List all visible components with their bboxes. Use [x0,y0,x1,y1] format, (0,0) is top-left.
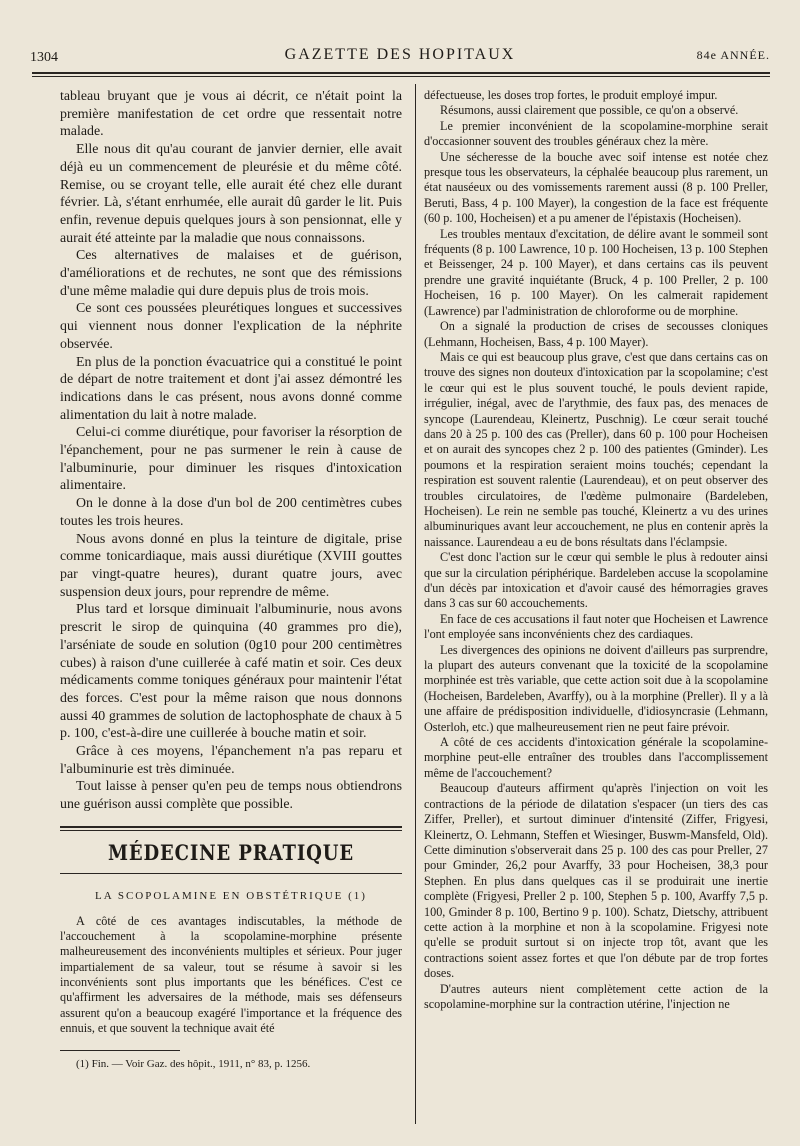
paragraph: C'est donc l'action sur le cœur qui semble le plus à redouter ainsi que sur la circulation périphérique. Bardeleben accuse la scopolamine d'un décès par intoxication et d'avoir causé des hémorragies graves dans 3 cas sur 60 accouchements. [424,550,768,611]
paragraph: On le donne à la dose d'un bol de 200 centimètres cubes toutes les trois heures. [60,496,402,529]
section-rule [60,826,402,828]
column-divider [415,84,416,1124]
page-header [30,46,770,68]
footnote: (1) Fin. — Voir Gaz. des hôpit., 1911, n° 83, p. 1256. [76,1058,311,1071]
section-title: MÉDECINE PRATIQUE [108,839,354,865]
paragraph: Tout laisse à penser qu'en peu de temps nous obtiendrons une guérison aussi complète que possible. [60,779,402,813]
journal-year: 84e ANNÉE. [696,48,770,62]
paragraph: A côté de ces accidents d'intoxication générale la scopolamine-morphine peut-elle entraîner des troubles dans l'accomplissement même de l'accouchement? [424,735,768,780]
article-paragraph: A côté de ces avantages indiscutables, la méthode de l'accouchement à la scopolamine-morphine présente malheureusement des inconvénients multiples et sérieux. Pour juger impartialement de sa valeur, tout se résume à savoir si les inconvénients sont plus importants que les bénéfices. C'est ce qu'affirment les adversaires de la méthode, mais ses défenseurs assurent qu'on a beaucoup exagéré l'importance et la fréquence des ennuis, et que souvent la technique avait été [60,913,402,1035]
paragraph: Grâce à ces moyens, l'épanchement n'a pas reparu et l'albuminurie est très diminuée. [60,744,402,777]
left-column [60,88,402,1071]
paragraph: En face de ces accusations il faut noter que Hocheisen et Lawrence l'ont employée sans inconvénients chez des cardiaques. [424,611,768,642]
paragraph: Plus tard et lorsque diminuait l'albuminurie, nous avons prescrit le sirop de quinquina (40 grammes pro die), l'arséniate de soude en solution (0g10 pour 200 centimètres cubes) à raison d'une cuillerée à café matin et soir. Ces deux médicaments comme toniques généraux pour maintenir l'état des forces. C'est pour la même raison que nous donnons aussi 40 grammes de solution de lactophosphate de chaux à 5 p. 100, c'est-à-dire une cuillerée à bouche matin et soir. [60,602,402,742]
section-rule [60,873,402,874]
page-number: 1304 [30,50,58,65]
paragraph: Une sécheresse de la bouche avec soif intense est notée chez presque tous les observateurs, la céphalée beaucoup plus rarement, un état nauséeux ou des vomissements rarement aussi (8 p. 100 Preller, Beruti, Bass, 4 p. 100 Mayer), la congestion de la face est fréquente (60 p. 100, Hocheisen) et a pu amener de l'épistaxis (Hocheisen). [424,149,768,226]
paragraph: Mais ce qui est beaucoup plus grave, c'est que dans certains cas on trouve des signes non douteux d'intoxication par la scopolamine; c'est le cœur qui est le plus souvent touché, le pouls devient rapide, irrégulier, inégal, avec de l'arythmie, des faux pas, des menaces de syncope (Laurendeau, Kleinertz, Puschnig). Le cœur serait touché dans 20 à 25 p. 100 des cas (Preller), dans 60 p. 100 pour Hocheisen et on aurait des syncopes chez 2 p. 100 des patientes (Gminder). Les poumons et la respiration seraient moins touchés; cependant la respiration est souvent ralentie (Laurendeau), et on peut observer des troubles circulatoires, de l'œdème pulmonaire (Bardeleben, Hocheisen). Le rein ne semble pas touché, Kleinertz a vu des urines albuminuriques avant leur accouchement, ne plus en contenir après la naissance. Laurendeau a eu de bons résultats dans l'éclampsie. [424,349,768,549]
header-rule-thin [32,76,770,77]
paragraph: On a signalé la production de crises de secousses cloniques (Lehmann, Hocheisen, Bass, 4 p. 100 Mayer). [424,319,768,349]
paragraph: Le premier inconvénient de la scopolamine-morphine serait d'occasionner souvent des troubles généraux chez la mère. [424,118,768,149]
paragraph: En plus de la ponction évacuatrice qui a constitué le point de départ de notre traitement et dont j'ai assez démontré les indications dans le cas présent, nous avons donné comme alimentation du lait à notre malade. [60,354,402,423]
paragraph: Les divergences des opinions ne doivent d'ailleurs pas surprendre, la plupart des auteurs convenant que la toxicité de la scopolamine morphinée est très variable, que cette action soit due à la scopolamine (Hocheisen, Bardeleben, Avarffy), ou à la morphine (Preller). Il y a là une affaire de prédisposition individuelle, d'idiosyncrasie (Lehmann, Osterloh, etc.) que malheureusement rien ne peut faire prévoir. [424,642,768,734]
paragraph: Nous avons donné en plus la teinture de digitale, prise comme tonicardiaque, mais aussi diurétique (XVIII gouttes par vingt-quatre heures), durant quatre jours, avec suspension deux jours, pour reprendre de même. [60,531,402,600]
paragraph: Résumons, aussi clairement que possible, ce qu'on a observé. [440,103,739,118]
right-column [424,88,768,1012]
paragraph: Beaucoup d'auteurs affirment qu'après l'injection on voit les contractions de la période de dilatation s'espacer (un tiers des cas Ziffer, Preller), et surtout diminuer d'intensité (Ziffer, Frigyesi, Kleinertz, O. Lehmann, Steffen et Wiesinger, Buswm-Mansfeld, Old). Cette diminution s'observerait dans 25 p. 100 des cas pour Preller, 27 pour Gminder, 26,2 pour Avarffy, 33 pour Hocheisen, 38,3 pour Stephen. En plus dans quelques cas il se produirait une inertie complète (Frigyesi, Preller 2 p. 100, Stephen 5 p. 100, Avarffy 7,5 p. 100, Gminder 8 p. 100, Bertino 9 p. 100). Schatz, Dietschy, attribuent cette action à la morphine et non à la scopolamine. Frigyesi note qu'elle se produit surtout si on injecte trop tôt, avant que les contractions soient assez fortes et que l'on débute par de trop fortes doses. [424,781,768,981]
paragraph: Ces alternatives de malaises et de guérison, d'améliorations et de rechutes, ne sont que des rémissions d'une même maladie qui dure depuis plus de trois mois. [60,248,402,299]
paragraph: D'autres auteurs nient complètement cette action de la scopolamine-morphine sur la contraction utérine, l'injection ne [424,981,768,1011]
journal-title: GAZETTE DES HOPITAUX [284,46,516,63]
paragraph: Celui-ci comme diurétique, pour favoriser la résorption de l'épanchement, pour ne pas surmener le rein à cause de l'albuminurie, pour diminuer les risques d'intoxication alimentaire. [60,425,402,494]
article-title: LA SCOPOLAMINE EN OBSTÉTRIQUE (1) [95,889,367,902]
header-rule-thick [32,72,770,74]
paragraph: Elle nous dit qu'au courant de janvier dernier, elle avait déjà eu un commencement de pleurésie et du même côté. Remise, ou se croyant telle, elle aurait été chez elle durant février. Là, s'étant enrhumée, elle aurait dû garder le lit. Puis enfin, revenue depuis quelques jours à son pensionnat, elle y aurait été atteinte par la maladie que nous connaissons. [60,142,402,246]
paragraph: Ce sont ces poussées pleurétiques longues et successives qui viennent nous donner l'explication de la néphrite observée. [60,301,402,352]
section-rule [60,830,402,831]
footnote-rule [60,1050,180,1051]
paragraph: Les troubles mentaux d'excitation, de délire avant le sommeil sont fréquents (8 p. 100 Lawrence, 10 p. 100 Hocheisen, 13 p. 100 Stephen et Beissenger, 24 p. 100 Mayer), et dans certains cas ils peuvent prendre une gravité inquiétante (Bruck, 4 p. 100 Preller, 2 p. 100 Hocheisen, 16 p. 100 Mayer). On les calmerait rapidement (Lawrence) par l'administration de chloroforme ou de morphine. [424,226,768,318]
paragraph: défectueuse, les doses trop fortes, le produit employé impur. [424,88,718,102]
paragraph: tableau bruyant que je vous ai décrit, ce n'était point la première manifestation de cet ordre que ressentait notre malade. [60,89,402,140]
